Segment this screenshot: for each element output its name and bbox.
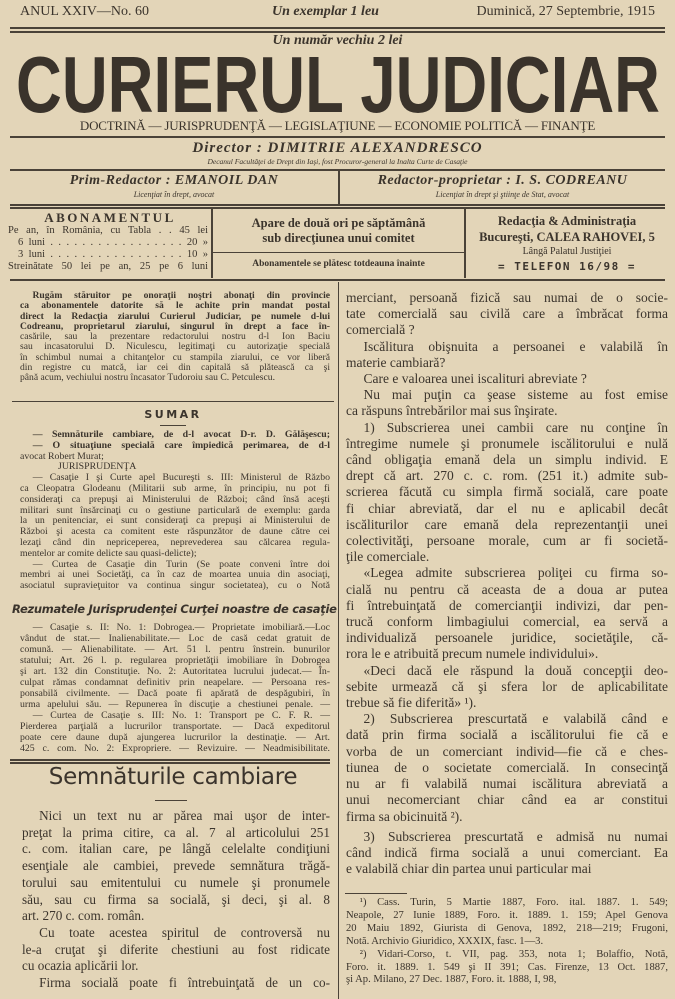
price-line: Pe an, în România, cu Tabla . . 45 lei [8, 225, 208, 236]
paragraph-line: şi Ap. Milano, 27 Dec. 1887, Foro. it. 1888, I, 98, [346, 974, 557, 986]
paragraph-line: Nu mai puţin ca şease sisteme au fost emise [363, 387, 668, 403]
divider [10, 279, 665, 281]
paragraph-line: fi chiar abreviată, dar el nu e aplicabil decât [346, 500, 668, 516]
paragraph-line: cială nu pentru că aceasta de a doua ar putea [346, 581, 668, 597]
paragraph-line: Iscălitura obişnuita a persoanei e valabilă în [363, 338, 668, 354]
rezumate-title: Rezumatele Jurisprudenţei Curţei noastre de casaţie [12, 602, 337, 616]
sumar-line: mentelor ar comite delicte sau quasi-delicte); [20, 547, 197, 559]
notice-line: Codreanu, proprietarul ziarului, singurul în drept a face în- [20, 320, 330, 332]
redactor-proprietar: Redactor-proprietar : I. S. CODREANU [377, 173, 628, 188]
paragraph-line: Nici un text nu ar părea mai uşor de inter- [39, 808, 330, 823]
masthead-title [14, 50, 664, 116]
sumar-line: asociatul supravieţuitor va continua singur societatea), cu o Notă [20, 580, 330, 592]
paragraph-line: tiunea de o societate comercială. In consecinţă [346, 759, 668, 775]
sumar-line: lezaţi când din nepriceperea, neprevederea sau călcarea regula- [20, 536, 330, 548]
abonament-title: ABONAMENTUL [44, 210, 176, 225]
masthead-subtitle: DOCTRINĂ — JURISPRUDENŢĂ — LEGISLAŢIUNE — ECONOMIE POLITICĂ — FINANŢE [79, 118, 596, 133]
paragraph-line: Neapole, 27 Iunie 1889, Foro. it. 1889. 1. 159; Apel Genova [346, 909, 668, 921]
sumar-line: — Curtea de Casaţie din Turin (Se poate conveni între doi [32, 558, 330, 570]
paragraph-line: dată prin firma socială a iscălitorului fie că e [346, 727, 668, 743]
notice-line: direct la Redacţia ziarului Curierul Judiciar, pe numele d-lui [20, 310, 330, 322]
article-title: Semnăturile cambiare [48, 764, 298, 790]
paragraph-line: trebue să fie diferită» ¹). [346, 695, 477, 711]
telephone: = TELEFON 16/98 = [497, 260, 637, 273]
paragraph-line: le-a cruţat şi diferite chestiuni au fost ridicate [22, 941, 330, 957]
sumar-line: — Casaţie I şi Curte apel Bucureşti s. III: Ministerul de Războ [32, 472, 330, 484]
paragraph-line: trucă conform limbagiului comercial, ea servă a [346, 614, 668, 630]
paragraph-line: «Legea admite subscrierea poliţei cu firma so- [363, 565, 668, 581]
footnote-divider [345, 893, 407, 894]
abonament-prices [8, 225, 208, 273]
divider [10, 207, 665, 209]
price-line: Streinătate 50 lei pe an, 25 pe 6 luni [8, 261, 208, 272]
paragraph-line: tate comercială sau civilă care a îmbrăcat forma [346, 306, 668, 322]
paragraph-line: individualiză persoanele juridice, societăţile, că- [346, 630, 668, 646]
paragraph-line: 1) Subscrierea unei cambii care nu conţine în [363, 419, 668, 435]
divider [10, 136, 665, 138]
paragraph-line: Firma socială poate fi întrebuinţată de un co- [39, 975, 330, 991]
sumar-line: avocat Robert Murat; [20, 450, 104, 462]
payment-note: Abonamentele se plătesc totdeauna înainte [252, 259, 425, 269]
price-line: 6 luni . . . . . . . . . . . . . . . . . 20 » [18, 237, 208, 248]
paragraph-line: când indică firma socială a unui comerciant. Ea [346, 844, 668, 860]
paragraph-line: torului sau emitentului cu numele şi pronumele [22, 874, 330, 890]
frequency: Apare de două ori pe săptămână [251, 216, 426, 230]
paragraph-line: Foro. it. 1889. 1. 549 şi II 391; Cas. Firenze, 13 Oct. 1887, [346, 961, 668, 973]
paragraph-line: Cu toate acestea spiritul de controversă nu [39, 924, 330, 940]
rezumate-line: Pierderea parţială a lucrurilor transportate. — Dacă expeditorul [20, 721, 330, 732]
rezumate-line: 425 c. com. No. 2: Expropriere. — Revizuire. — Neadmisibilitate. [20, 743, 330, 754]
paragraph-line: firma sa obicinuită ²). [346, 808, 463, 824]
paragraph-line: său, sau cu firma sa socială, şi deci, şi al. 8 [22, 891, 330, 907]
rezumate-line: şi art. 132 din Constituţie. No. 2: Autoritatea lucrului judecat.— În- [20, 666, 330, 677]
sumar-title: SUMAR [144, 408, 202, 421]
article-body-right [346, 290, 668, 877]
sumar-line: — Semnăturile cambiare, de d-l avocat D-r. D. Gălăşescu; [32, 429, 330, 440]
notice-line: până acum, vechiului nostru încasator Tudoroiu sau C. Petculescu. [20, 372, 275, 384]
paragraph-line: art. 270 c. com. român. [22, 908, 145, 924]
rezumate-line: — Casaţie s. II: No. 1: Dobrogea.— Proprietate imobiliară.—Loc [32, 622, 330, 633]
paragraph-line: sebite urmează că şi sfera lor de aplicabilitate [346, 678, 668, 694]
paragraph-line: 2) Subscrierea prescurtată e valabilă când e [363, 711, 668, 727]
sumar-line: ca Cleopatra Glodeanu (Militarii sub arme, în principiu, nu pot fi [20, 482, 330, 494]
paragraph-line: iscăliturilor care emană dela reprezentanţii unei [346, 516, 668, 532]
paragraph-line: ţile comerciale. [346, 549, 430, 565]
paragraph-line: ca răspuns întrebărilor mai sus înşirate. [346, 403, 558, 419]
sumar-line: JURISPRUDENŢA [58, 461, 137, 473]
sumar-line: militari sunt însărcinaţi cu o gestiune particulară de exemplu: garda [20, 504, 330, 516]
paragraph-line: ²) Vidari-Corso, t. VII, pag. 353, nota 1; Bolaffio, Notă, [359, 948, 668, 960]
rezumate-list [20, 622, 330, 754]
article-body-left [22, 808, 330, 992]
notice-line: din registre cu matcă, iar cei din capitală să plătească ca şi [20, 362, 330, 374]
paragraph-line: c. com. italian care, pe lângă celelalte condiţiuni [22, 841, 330, 857]
sumar-line: Război şi acesta ca comitent este răspunzător de daune către cei [20, 526, 330, 538]
rezumate-line: vândut de stat.— Inalienabilitate.— Loc de casă cedat gratuit de [20, 633, 330, 644]
paragraph-line: ¹) Cass. Turin, 5 Martie 1887, Foro. ital. 1887. 1. 549; [359, 897, 668, 908]
paragraph-line: scrierea făcută cu simpla firmă socială, care poate [346, 484, 668, 500]
paragraph-line: esenţiale ale cambiei, prevede semnătura trăgă- [22, 858, 330, 874]
rezumate-line: statului; Art. 26 l. p. regularea proprietăţii imobiliare în Dobrogea [20, 655, 330, 666]
issue-date: Duminică, 27 Septembrie, 1915 [476, 4, 655, 19]
price: Un exemplar 1 leu [272, 4, 379, 19]
footnotes [346, 897, 668, 987]
paragraph-line: cu ocazia aplicării lor. [22, 958, 139, 974]
committee: sub direcţiunea unui comitet [262, 231, 415, 245]
notice-line: casările, sau la prezentare redactorului nostru d-l Ion Baciu [20, 331, 330, 343]
paragraph-line: colectivităţi, persoane morale, cum ar fi societă- [346, 533, 668, 549]
paragraph-line: drept că art. 270 c. c. rom. (251 it.) admite sub- [346, 468, 668, 484]
paragraph-line: Care e valoarea unei iscalituri abreviate ? [363, 371, 587, 387]
sumar-list [20, 430, 330, 592]
old-issue-price: Un număr vechiu 2 lei [272, 33, 403, 48]
paragraph-line: comercială ? [346, 322, 415, 338]
rezumate-line: comună. — Alienabilitate. — Art. 51 l. pentru înstrein. bunurilor [20, 644, 330, 655]
paragraph-line: unui necomerciant chiar când ea ar constitui [346, 792, 668, 808]
redactor-proprietar-note: Licenţiat în drept şi ştiinţe de Stat, avocat [435, 190, 570, 199]
paragraph-line: fi întrebuinţată de comercianţii indivizi, dar pen- [346, 597, 668, 613]
notice-line: ca abonamentele datorite să le achite prin mandat postal [20, 300, 330, 312]
director-note: Decanul Facultăţei de Drept din Iaşi, fost Procuror-general la Inalta Curte de Casaţie [207, 157, 468, 166]
paragraph-line: e valabilă chiar din partea unui particular mai [346, 861, 592, 877]
sumar-line: membri ai unei Societăţi, ca în caz de moartea unuia din asociaţi, [20, 569, 330, 581]
notice-line: Rugăm stăruitor pe onoraţii noştri abonaţi din provincie [32, 290, 330, 301]
paragraph-line: materie cambiară? [346, 354, 446, 370]
rezumate-line: poate cere daune după ajungerea lucrurilor la destinaţie. — Art. [20, 732, 330, 743]
paragraph-line: «Deci dacă ele răspund la două concepţii deo- [363, 662, 668, 678]
address: Bucureşti, CALEA RAHOVEI, 5 [479, 230, 655, 244]
prim-redactor: Prim-Redactor : EMANOIL DAN [69, 173, 279, 188]
paragraph-line: nu ar fi valabilă numai iscălitura abreviată a [346, 776, 668, 792]
paragraph-line: preţat la prima citire, ca al. 7 al articolului 251 [22, 824, 330, 840]
svg-text:CURIERUL JUDICIAR: CURIERUL JUDICIAR [16, 50, 660, 116]
notice-line: în schimbul numai a chitanţelor cu stampila ziarului, ce vor liberă [20, 351, 330, 363]
director: Director : DIMITRIE ALEXANDRESCO [192, 140, 483, 156]
rezumate-line: culpat rămas condamnat definitiv prin neapelare. — Persoana res- [20, 677, 330, 688]
paragraph-line: merciant, persoană fizică sau numai de o socie- [346, 290, 668, 305]
paragraph-line: întregime numele şi pronumele iscălitorului e nulă [346, 435, 668, 451]
sumar-line: consideraţi ca prepuşi ai Ministerului de Război; când însă aceşti [20, 493, 330, 505]
address-note: Lângă Palatul Justiţiei [522, 246, 612, 257]
rezumate-line: — Curtea de Casaţie s. III: No. 1: Transport pe C. F. R. — [32, 710, 330, 721]
paragraph-line: când obligaţia emană dela un simplu individ. E [346, 452, 668, 468]
sumar-line: la un penitenciar, ei sunt consideraţi ca prepuşi ai Ministerului de [20, 515, 330, 527]
paragraph-line: Notă. Archivio Giuridico, XXXIX, fasc. 1—3. [346, 935, 544, 947]
rezumate-line: ponsabilă civilmente. — Dacă poate fi apărată de despăgubiri, în [20, 688, 330, 699]
paragraph-line: vorba de un comerciant individ—fie că e ches- [346, 743, 668, 759]
issue-number: ANUL XXIV—No. 60 [20, 4, 149, 19]
rezumate-line: urma apelului său. — Repunerea în discuţie a chestiunei penale. — [20, 699, 330, 710]
price-line: 3 luni . . . . . . . . . . . . . . . . . 10 » [18, 249, 208, 260]
sumar-line: — O situaţiune specială care împiedică perimarea, de d-l [32, 439, 330, 451]
paragraph-line: 20 Maiu 1892, Giurista di Genova, 1892, 218—219; Frugoni, [346, 922, 668, 934]
notice-line: sau incasatorului D. Niculescu, legitimaţi cu autorizaţie specială [20, 341, 330, 353]
paragraph-line: 3) Subscrierea prescurtată e admisă nu numai [363, 828, 668, 844]
editorial-office: Redacţia & Administraţia [497, 214, 637, 228]
prim-redactor-note: Licenţiat în drept, avocat [133, 190, 215, 199]
paragraph-line: rora le e atribuită precum numele individului». [346, 646, 599, 662]
subscriber-notice [20, 291, 330, 384]
